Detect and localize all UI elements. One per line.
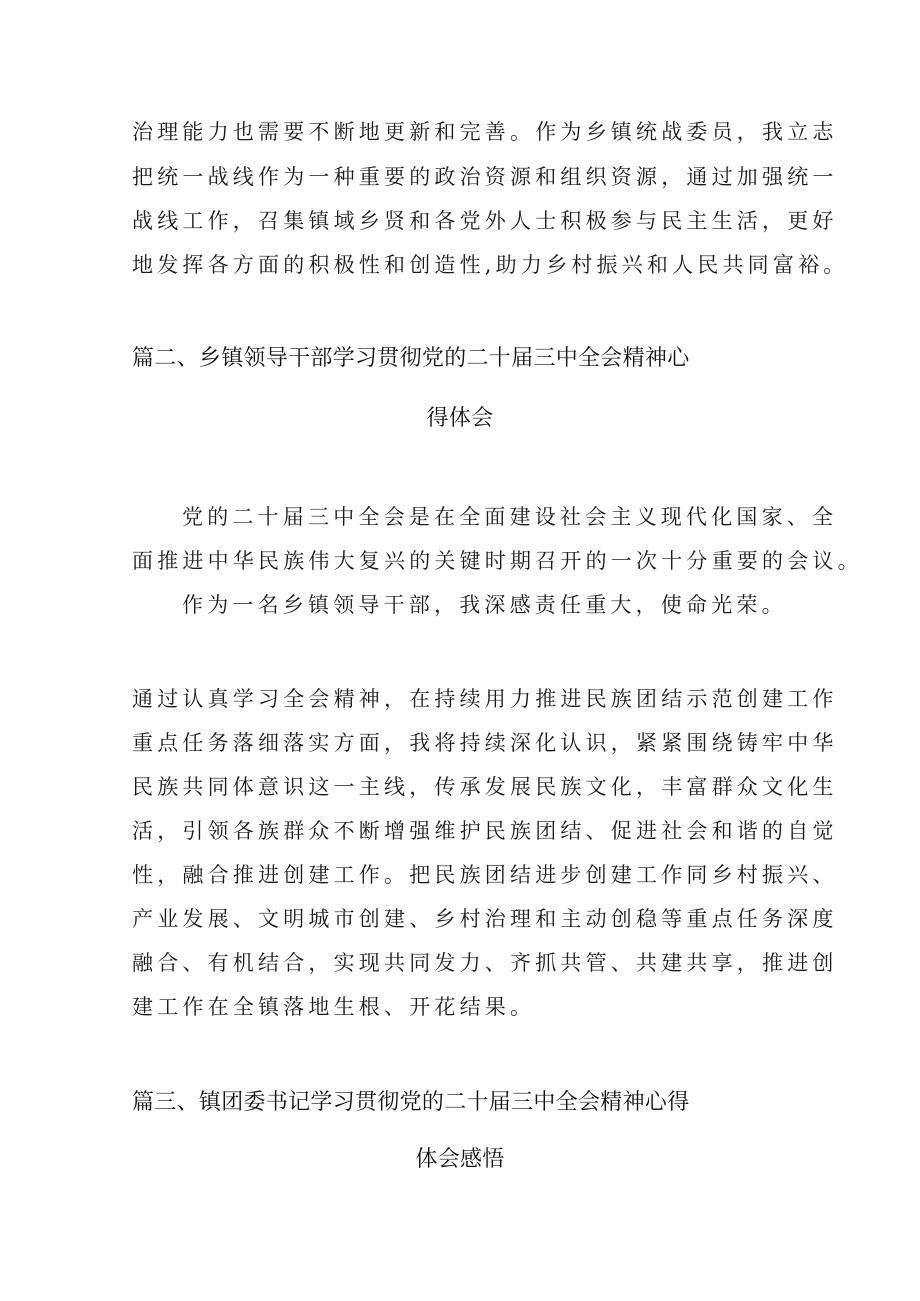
- section-two-title-continued: 得体会: [426, 406, 494, 431]
- paragraph-line: 民族共同体意识这一主线，传承发展民族文化，丰富群众文化生: [132, 775, 838, 799]
- paragraph-line: 产业发展、文明城市创建、乡村治理和主动创稳等重点任务深度: [132, 907, 838, 931]
- section-two-title: 篇二、乡镇领导干部学习贯彻党的二十届三中全会精神心: [132, 346, 690, 371]
- paragraph-line: 性，融合推进创建工作。把民族团结进步创建工作同乡村振兴、: [132, 863, 838, 887]
- paragraph-line: 通过认真学习全会精神，在持续用力推进民族团结示范创建工作: [132, 687, 838, 711]
- paragraph-line: 战线工作，召集镇域乡贤和各党外人士积极参与民主生活，更好: [132, 209, 838, 233]
- paragraph-line: 融合、有机结合，实现共同发力、齐抓共管、共建共享，推进创: [132, 951, 838, 975]
- paragraph-line: 活，引领各族群众不断增强维护民族团结、促进社会和谐的自觉: [132, 819, 838, 843]
- paragraph-line: 作为一名乡镇领导干部，我深感责任重大，使命光荣。: [182, 593, 787, 617]
- paragraph-line: 面推进中华民族伟大复兴的关键时期召开的一次十分重要的会议。: [132, 549, 863, 573]
- paragraph-line: 把统一战线作为一种重要的政治资源和组织资源，通过加强统一: [132, 165, 838, 189]
- paragraph-line: 重点任务落细落实方面，我将持续深化认识，紧紧围绕铸牢中华: [132, 731, 838, 755]
- paragraph-line: 建工作在全镇落地生根、开花结果。: [132, 995, 536, 1019]
- paragraph-line: 党的二十届三中全会是在全面建设社会主义现代化国家、全: [182, 505, 838, 529]
- section-three-title-continued: 体会感悟: [415, 1147, 505, 1172]
- section-three-title: 篇三、镇团委书记学习贯彻党的二十届三中全会精神心得: [132, 1090, 690, 1115]
- paragraph-line: 地发挥各方面的积极性和创造性,助力乡村振兴和人民共同富裕。: [132, 253, 849, 277]
- paragraph-line: 治理能力也需要不断地更新和完善。作为乡镇统战委员，我立志: [132, 120, 838, 144]
